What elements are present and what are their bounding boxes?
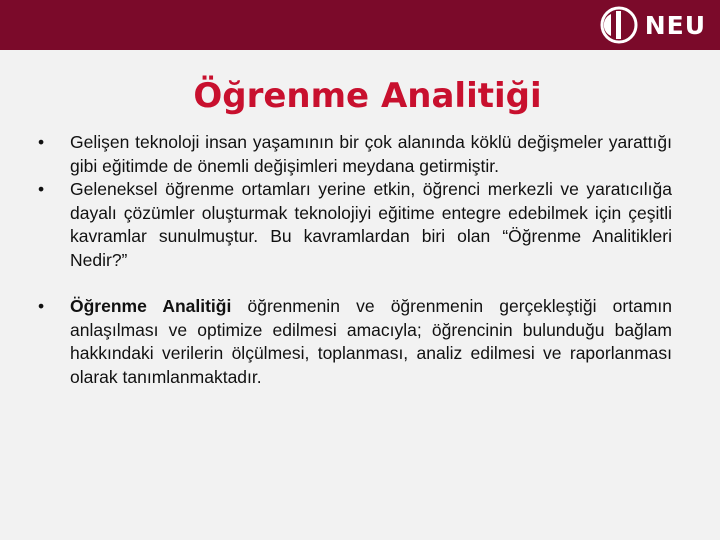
bullet-text: Gelişen teknoloji insan yaşamının bir çok alanında köklü değişmeler yarattığı gibi eğitimde de önemli değişimleri meydana getirmiştir. [70, 132, 672, 176]
bullet-item [34, 178, 672, 272]
neu-emblem-icon [599, 5, 639, 45]
bullet-item [34, 295, 672, 389]
content-body [34, 131, 672, 389]
neu-logo [599, 4, 706, 46]
bullet-text: öğrenmenin ve öğrenmenin gerçekleştiği ortamın anlaşılması ve optimize edilmesi amacıyla; öğrencinin bulunduğu bağlam hakkındaki verilerin ölçülmesi, toplanması, analiz edilmesi ve raporlanması olarak tanımlanmaktadır. [70, 296, 672, 387]
bullet-item [34, 131, 672, 178]
page-title: Öğrenme Analitiği [193, 76, 542, 116]
logo-text: NEU [644, 10, 706, 40]
bullet-dot: • [38, 179, 45, 199]
bullet-dot: • [38, 296, 45, 316]
bullet-text: Geleneksel öğrenme ortamları yerine etkin, öğrenci merkezli ve yaratıcılığa dayalı çözümler oluşturmak teknolojiyi eğitime entegre edebilmek için çeşitli kavramlar sunulmuştur. Bu kavramlardan biri olan “Öğrenme Analitikleri Nedir?” [70, 179, 672, 270]
bullet-bold-term: Öğrenme Analitiği [70, 296, 232, 316]
header-bar [0, 0, 720, 50]
bullet-dot: • [38, 132, 45, 152]
